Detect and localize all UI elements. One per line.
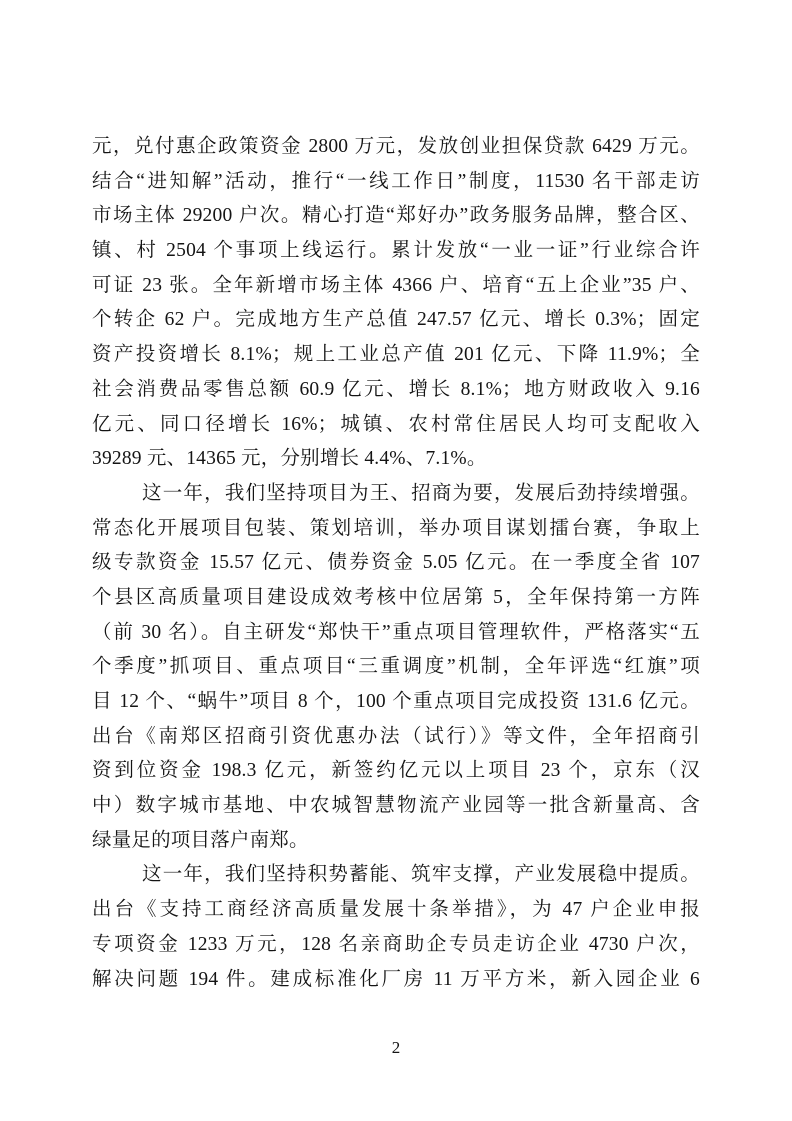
- text-line: 中）数字城市基地、中农城智慧物流产业园等一批含新量高、含: [92, 795, 700, 817]
- text-line: 亿元、同口径增长 16%；城镇、农村常住居民人均可支配收入: [92, 413, 700, 435]
- text-line-paragraph-end: 39289 元、14365 元，分别增长 4.4%、7.1%。: [92, 448, 487, 470]
- text-line: 镇、村 2504 个事项上线运行。累计发放“一业一证”行业综合许: [92, 240, 700, 262]
- text-line: 元，兑付惠企政策资金 2800 万元，发放创业担保贷款 6429 万元。: [92, 136, 700, 157]
- text-line: 资到位资金 198.3 亿元，新签约亿元以上项目 23 个，京东（汉: [92, 760, 700, 782]
- text-line: 级专款资金 15.57 亿元、债券资金 5.05 亿元。在一季度全省 107: [92, 552, 700, 574]
- text-line-paragraph-end: 绿量足的项目落户南郑。: [92, 829, 309, 851]
- text-line: 社会消费品零售总额 60.9 亿元、增长 8.1%；地方财政收入 9.16: [92, 378, 700, 400]
- text-line: 市场主体 29200 户次。精心打造“郑好办”政务服务品牌，整合区、: [92, 205, 700, 227]
- text-line: 目 12 个、“蜗牛”项目 8 个，100 个重点项目完成投资 131.6 亿元。: [92, 691, 700, 712]
- text-line: 个季度”抓项目、重点项目“三重调度”机制，全年评选“红旗”项: [92, 656, 700, 678]
- text-line: 资产投资增长 8.1%；规上工业总产值 201 亿元、下降 11.9%；全: [92, 344, 700, 366]
- text-line: （前 30 名）。自主研发“郑快干”重点项目管理软件，严格落实“五: [92, 621, 700, 643]
- text-line-paragraph-start-emphasis: 这一年，我们坚持积势蓄能、筑牢支撑，产业发展稳中提质。: [142, 864, 700, 886]
- text-line: 结合“进知解”活动，推行“一线工作日”制度，11530 名干部走访: [92, 170, 700, 192]
- page-number: 2: [391, 1038, 401, 1057]
- text-line: 解决问题 194 件。建成标准化厂房 11 万平方米，新入园企业 6: [92, 968, 700, 990]
- text-line: 可证 23 张。全年新增市场主体 4366 户、培育“五上企业”35 户、: [92, 274, 700, 296]
- body-text: [92, 130, 700, 997]
- text-line: 出台《支持工商经济高质量发展十条举措》，为 47 户企业申报: [92, 899, 700, 921]
- text-line: 常态化开展项目包装、策划培训，举办项目谋划擂台赛，争取上: [92, 517, 700, 539]
- text-line: 个县区高质量项目建设成效考核中位居第 5，全年保持第一方阵: [92, 586, 700, 608]
- text-line-paragraph-start-emphasis: 这一年，我们坚持项目为王、招商为要，发展后劲持续增强。: [142, 482, 700, 504]
- text-line: 出台《南郑区招商引资优惠办法（试行）》等文件，全年招商引: [92, 725, 700, 747]
- text-line: 专项资金 1233 万元，128 名亲商助企专员走访企业 4730 户次，: [92, 933, 700, 955]
- text-line: 个转企 62 户。完成地方生产总值 247.57 亿元、增长 0.3%；固定: [92, 309, 700, 331]
